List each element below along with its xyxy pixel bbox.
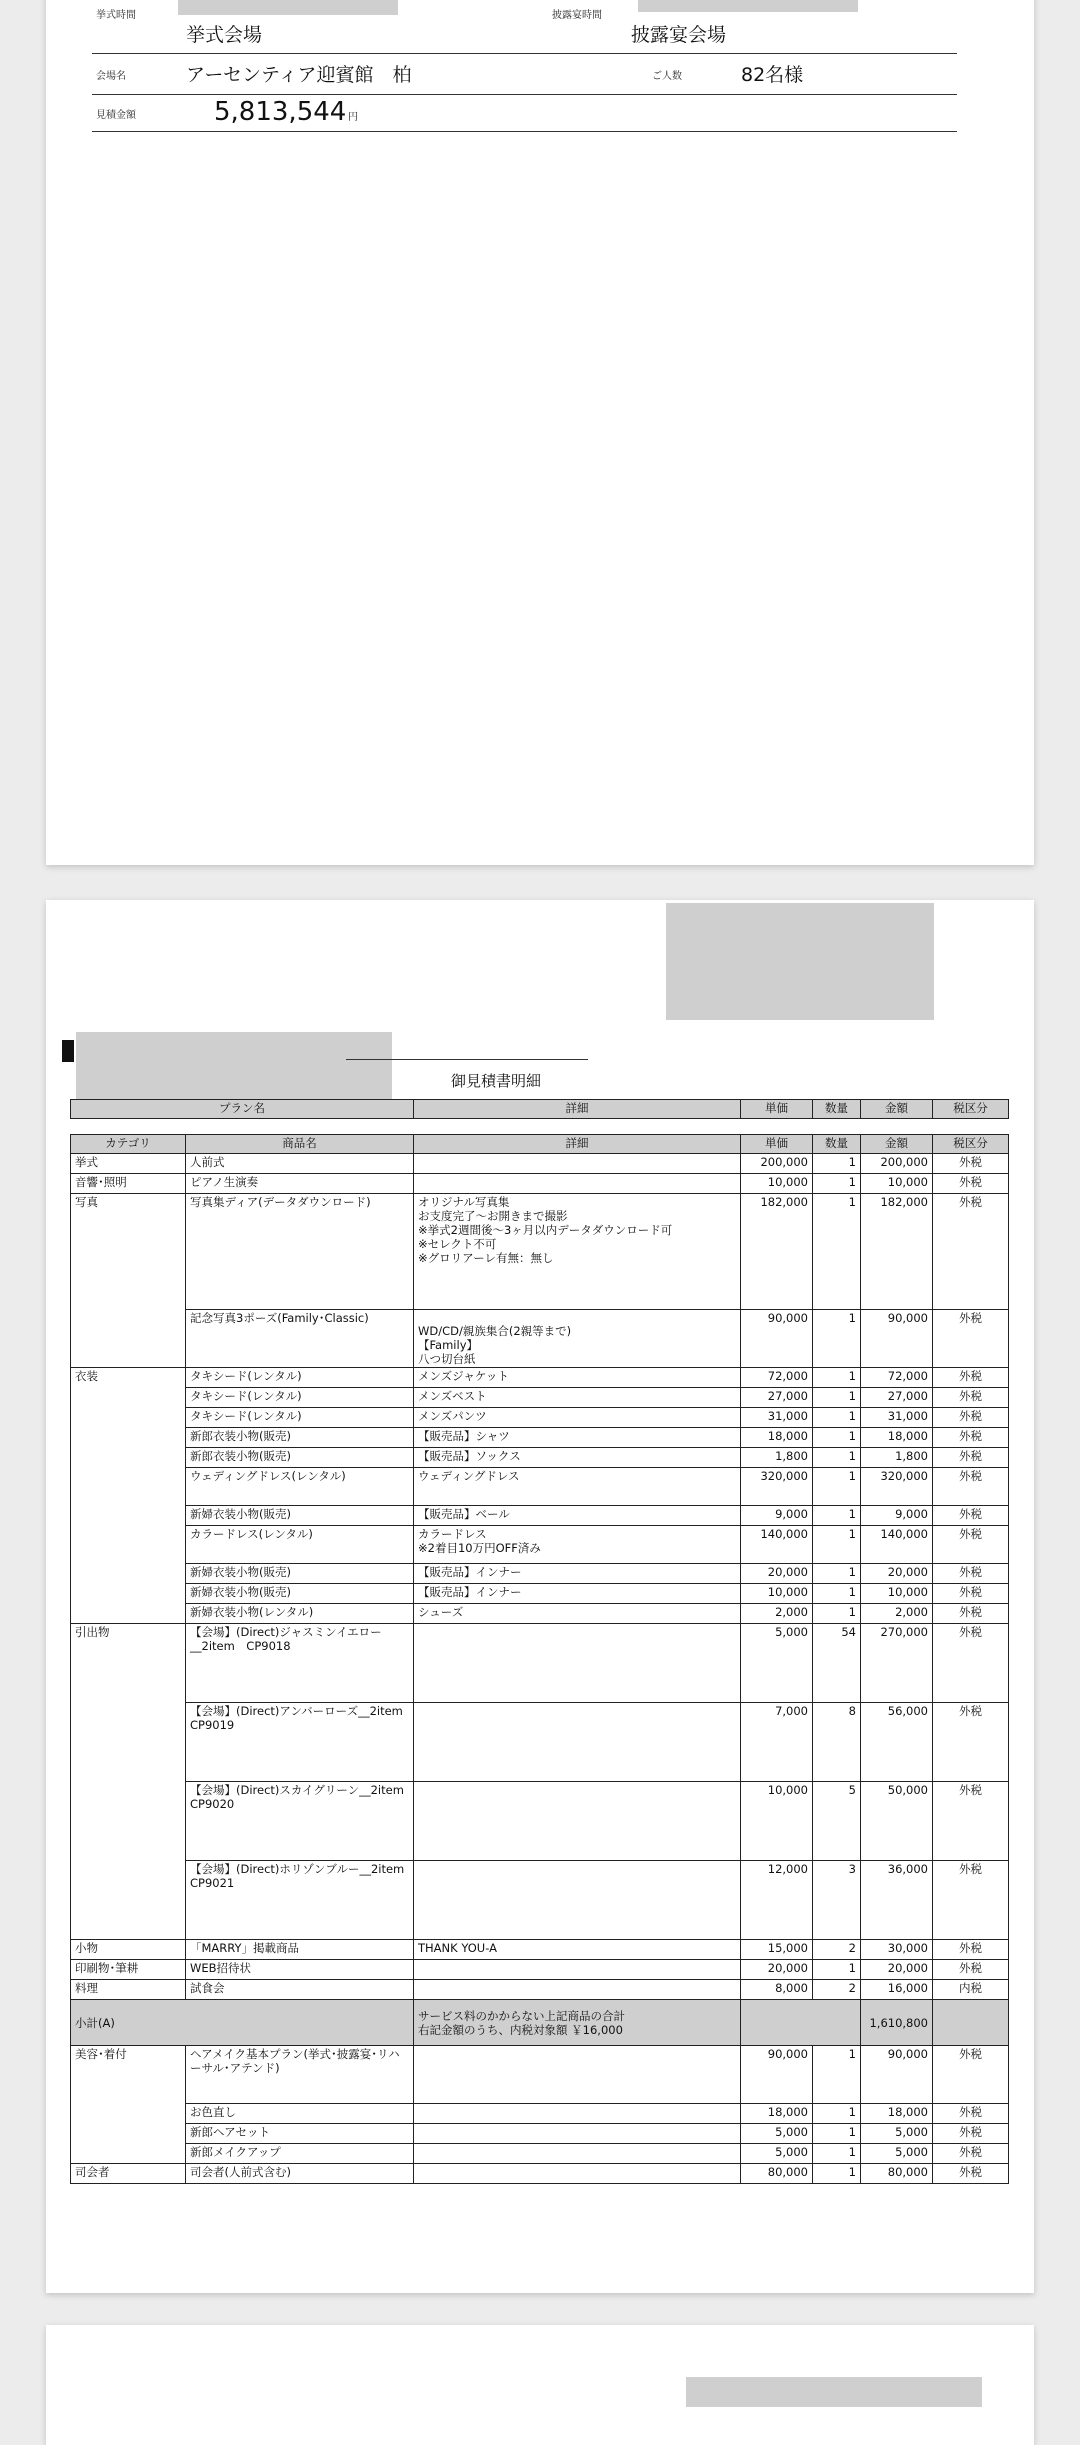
quantity-cell: 54 xyxy=(813,1624,861,1703)
category-cell: 印刷物･筆耕 xyxy=(71,1960,186,1980)
category-cell: 挙式 xyxy=(71,1154,186,1174)
detail-cell: 【販売品】シャツ xyxy=(414,1428,741,1448)
quantity-cell: 1 xyxy=(813,2104,861,2124)
tax-cell: 外税 xyxy=(933,2164,1009,2184)
quantity-cell: 1 xyxy=(813,1408,861,1428)
detail-cell xyxy=(414,1960,741,1980)
table-row xyxy=(71,1310,1009,1368)
detail-cell: ウェディングドレス xyxy=(414,1468,741,1506)
header-quantity: 数量 xyxy=(813,1135,861,1154)
subtotal-label: 小計(A) xyxy=(71,2000,414,2046)
item-cell: 【会場】(Direct)スカイグリーン__2item CP9020 xyxy=(186,1782,414,1861)
category-cell: 引出物 xyxy=(71,1624,186,1940)
table-row xyxy=(71,1960,1009,1980)
tax-cell: 外税 xyxy=(933,2144,1009,2164)
table-row xyxy=(71,1526,1009,1564)
unit-price-cell: 31,000 xyxy=(741,1408,813,1428)
quantity-cell: 1 xyxy=(813,2124,861,2144)
unit-price-cell: 5,000 xyxy=(741,2144,813,2164)
item-cell: カラードレス(レンタル) xyxy=(186,1526,414,1564)
item-cell: タキシード(レンタル) xyxy=(186,1388,414,1408)
amount-cell: 36,000 xyxy=(861,1861,933,1940)
tax-cell: 外税 xyxy=(933,1368,1009,1388)
tax-cell: 外税 xyxy=(933,1194,1009,1310)
amount-cell: 10,000 xyxy=(861,1584,933,1604)
quantity-cell: 1 xyxy=(813,1428,861,1448)
quantity-cell: 1 xyxy=(813,1194,861,1310)
amount-cell: 140,000 xyxy=(861,1526,933,1564)
quantity-cell: 1 xyxy=(813,1448,861,1468)
detail-table xyxy=(70,1134,1009,2184)
amount-cell: 16,000 xyxy=(861,1980,933,2000)
item-cell: 試食会 xyxy=(186,1980,414,2000)
tax-cell: 外税 xyxy=(933,1564,1009,1584)
item-cell: タキシード(レンタル) xyxy=(186,1368,414,1388)
ceremony-time-label: 挙式時間 xyxy=(96,10,136,21)
guests-value: 82名様 xyxy=(741,64,804,86)
detail-cell xyxy=(414,1861,741,1940)
tax-cell: 外税 xyxy=(933,1940,1009,1960)
item-cell: 新郎メイクアップ xyxy=(186,2144,414,2164)
detail-cell xyxy=(414,2104,741,2124)
unit-price-cell: 90,000 xyxy=(741,2046,813,2104)
quantity-cell: 2 xyxy=(813,1980,861,2000)
unit-price-cell: 5,000 xyxy=(741,2124,813,2144)
tax-cell: 外税 xyxy=(933,1526,1009,1564)
table-row xyxy=(71,1468,1009,1506)
unit-price-cell: 12,000 xyxy=(741,1861,813,1940)
venue-label: 会場名 xyxy=(96,71,126,82)
category-cell: 美容･着付 xyxy=(71,2046,186,2164)
item-cell: 記念写真3ポーズ(Family･Classic) xyxy=(186,1310,414,1368)
estimate-label: 見積金額 xyxy=(96,110,136,121)
unit-price-cell: 72,000 xyxy=(741,1368,813,1388)
unit-price-cell: 182,000 xyxy=(741,1194,813,1310)
quantity-cell: 1 xyxy=(813,1506,861,1526)
guests-label: ご人数 xyxy=(652,71,682,82)
item-cell: 新郎ヘアセット xyxy=(186,2124,414,2144)
tax-cell: 外税 xyxy=(933,1154,1009,1174)
unit-price-cell: 8,000 xyxy=(741,1980,813,2000)
table-row xyxy=(71,1564,1009,1584)
header-unit-price: 単価 xyxy=(741,1100,813,1119)
quantity-cell: 1 xyxy=(813,1526,861,1564)
header-tax: 税区分 xyxy=(933,1100,1009,1119)
tax-cell: 外税 xyxy=(933,1428,1009,1448)
category-cell: 音響･照明 xyxy=(71,1174,186,1194)
amount-cell: 5,000 xyxy=(861,2144,933,2164)
item-cell: タキシード(レンタル) xyxy=(186,1408,414,1428)
table-row xyxy=(71,1980,1009,2000)
table-row xyxy=(71,1428,1009,1448)
table-row xyxy=(71,2104,1009,2124)
quantity-cell: 1 xyxy=(813,2144,861,2164)
redacted-block xyxy=(638,0,858,12)
item-cell: 新婦衣装小物(販売) xyxy=(186,1564,414,1584)
tax-cell: 外税 xyxy=(933,1448,1009,1468)
unit-price-cell: 80,000 xyxy=(741,2164,813,2184)
table-row xyxy=(71,1604,1009,1624)
redacted-block xyxy=(76,1032,392,1104)
amount-cell: 10,000 xyxy=(861,1174,933,1194)
table-row xyxy=(71,1506,1009,1526)
quantity-cell: 5 xyxy=(813,1782,861,1861)
amount-cell: 320,000 xyxy=(861,1468,933,1506)
detail-cell xyxy=(414,1703,741,1782)
header-category: カテゴリ xyxy=(71,1135,186,1154)
category-cell: 司会者 xyxy=(71,2164,186,2184)
table-row xyxy=(71,2046,1009,2104)
tax-cell: 外税 xyxy=(933,1861,1009,1940)
detail-cell: 【販売品】インナー xyxy=(414,1564,741,1584)
header-tax: 税区分 xyxy=(933,1135,1009,1154)
table-row xyxy=(71,2164,1009,2184)
item-cell: 【会場】(Direct)ホリゾンブルー__2item CP9021 xyxy=(186,1861,414,1940)
unit-price-cell: 20,000 xyxy=(741,1564,813,1584)
tax-cell: 外税 xyxy=(933,2104,1009,2124)
category-cell: 小物 xyxy=(71,1940,186,1960)
amount-cell: 18,000 xyxy=(861,1428,933,1448)
tax-cell: 外税 xyxy=(933,1960,1009,1980)
redacted-block xyxy=(666,903,934,1020)
detail-cell: メンズベスト xyxy=(414,1388,741,1408)
table-row xyxy=(71,1624,1009,1703)
tax-cell: 外税 xyxy=(933,1408,1009,1428)
amount-cell: 200,000 xyxy=(861,1154,933,1174)
table-row xyxy=(71,1448,1009,1468)
detail-cell: THANK YOU-A xyxy=(414,1940,741,1960)
subtotal-row xyxy=(71,2000,1009,2046)
reception-time-label: 披露宴時間 xyxy=(552,10,602,21)
item-cell: ヘアメイク基本プラン(挙式･披露宴･リハーサル･アテンド) xyxy=(186,2046,414,2104)
unit-price-cell: 200,000 xyxy=(741,1154,813,1174)
category-cell: 料理 xyxy=(71,1980,186,2000)
item-cell: 人前式 xyxy=(186,1154,414,1174)
quantity-cell: 1 xyxy=(813,1174,861,1194)
item-cell: ウェディングドレス(レンタル) xyxy=(186,1468,414,1506)
quantity-cell: 1 xyxy=(813,1564,861,1584)
quantity-cell: 1 xyxy=(813,1468,861,1506)
table-row xyxy=(71,1940,1009,1960)
item-cell: WEB招待状 xyxy=(186,1960,414,1980)
category-cell: 写真 xyxy=(71,1194,186,1368)
divider xyxy=(92,53,957,54)
item-cell: 司会者(人前式含む) xyxy=(186,2164,414,2184)
unit-price-cell: 10,000 xyxy=(741,1174,813,1194)
amount-cell: 30,000 xyxy=(861,1940,933,1960)
amount-cell: 80,000 xyxy=(861,2164,933,2184)
detail-cell xyxy=(414,2144,741,2164)
item-cell: 新郎衣装小物(販売) xyxy=(186,1428,414,1448)
unit-price-cell: 18,000 xyxy=(741,1428,813,1448)
detail-cell: オリジナル写真集 お支度完了～お開きまで撮影 ※挙式2週間後～3ヶ月以内データダウンロード可 ※セレクト不可 ※グロリアーレ有無：無し xyxy=(414,1194,741,1310)
quantity-cell: 8 xyxy=(813,1703,861,1782)
quantity-cell: 1 xyxy=(813,1388,861,1408)
amount-cell: 2,000 xyxy=(861,1604,933,1624)
table-row xyxy=(71,1584,1009,1604)
header-amount: 金額 xyxy=(861,1100,933,1119)
item-cell: 新婦衣装小物(レンタル) xyxy=(186,1604,414,1624)
item-cell: ピアノ生演奏 xyxy=(186,1174,414,1194)
header-detail: 詳細 xyxy=(414,1135,741,1154)
detail-cell: WD/CD/親族集合(2親等まで) 【Family】 八つ切台紙 xyxy=(414,1310,741,1368)
quantity-cell: 1 xyxy=(813,1368,861,1388)
item-cell: 「MARRY」掲載商品 xyxy=(186,1940,414,1960)
unit-price-cell: 9,000 xyxy=(741,1506,813,1526)
unit-price-cell: 20,000 xyxy=(741,1960,813,1980)
tax-cell: 外税 xyxy=(933,1506,1009,1526)
header-detail: 詳細 xyxy=(414,1100,741,1119)
tax-cell: 外税 xyxy=(933,1584,1009,1604)
table-row xyxy=(71,1368,1009,1388)
table-row xyxy=(71,1388,1009,1408)
table-row xyxy=(71,1154,1009,1174)
table-row xyxy=(71,2124,1009,2144)
logo-fragment xyxy=(62,1040,74,1062)
ceremony-venue: 挙式会場 xyxy=(186,24,263,46)
item-cell: 新婦衣装小物(販売) xyxy=(186,1584,414,1604)
divider xyxy=(92,131,957,132)
detail-cell: 【販売品】インナー xyxy=(414,1584,741,1604)
tax-cell: 外税 xyxy=(933,1468,1009,1506)
amount-cell: 56,000 xyxy=(861,1703,933,1782)
detail-cell: シューズ xyxy=(414,1604,741,1624)
subtotal-amount: 1,610,800 xyxy=(861,2000,933,2046)
amount-cell: 18,000 xyxy=(861,2104,933,2124)
document-page-3 xyxy=(46,2325,1034,2445)
quantity-cell: 1 xyxy=(813,1584,861,1604)
unit-price-cell: 2,000 xyxy=(741,1604,813,1624)
quantity-cell: 1 xyxy=(813,1310,861,1368)
header-item: 商品名 xyxy=(186,1135,414,1154)
header-amount: 金額 xyxy=(861,1135,933,1154)
quantity-cell: 1 xyxy=(813,2046,861,2104)
unit-price-cell: 90,000 xyxy=(741,1310,813,1368)
unit-price-cell: 5,000 xyxy=(741,1624,813,1703)
amount-cell: 270,000 xyxy=(861,1624,933,1703)
item-cell: 【会場】(Direct)アンバーローズ__2item CP9019 xyxy=(186,1703,414,1782)
amount-cell: 182,000 xyxy=(861,1194,933,1310)
title-rule xyxy=(346,1059,588,1060)
tax-cell: 外税 xyxy=(933,1703,1009,1782)
estimate-unit: 円 xyxy=(348,112,358,123)
detail-cell xyxy=(414,1624,741,1703)
amount-cell: 1,800 xyxy=(861,1448,933,1468)
amount-cell: 20,000 xyxy=(861,1960,933,1980)
quantity-cell: 1 xyxy=(813,2164,861,2184)
subtotal-detail: サービス料のかからない上記商品の合計 右記金額のうち、内税対象額 ￥16,000 xyxy=(414,2000,741,2046)
unit-price-cell: 10,000 xyxy=(741,1584,813,1604)
quantity-cell: 3 xyxy=(813,1861,861,1940)
amount-cell: 27,000 xyxy=(861,1388,933,1408)
item-cell: お色直し xyxy=(186,2104,414,2124)
amount-cell: 72,000 xyxy=(861,1368,933,1388)
unit-price-cell: 27,000 xyxy=(741,1388,813,1408)
table-row xyxy=(71,1194,1009,1310)
tax-cell: 外税 xyxy=(933,2124,1009,2144)
item-cell: 【会場】(Direct)ジャスミンイエロー__2item CP9018 xyxy=(186,1624,414,1703)
tax-cell: 外税 xyxy=(933,1782,1009,1861)
unit-price-cell: 18,000 xyxy=(741,2104,813,2124)
plan-table xyxy=(70,1099,1009,1119)
tax-cell: 外税 xyxy=(933,1624,1009,1703)
quantity-cell: 2 xyxy=(813,1940,861,1960)
unit-price-cell: 1,800 xyxy=(741,1448,813,1468)
detail-cell: 【販売品】ベール xyxy=(414,1506,741,1526)
header-quantity: 数量 xyxy=(813,1100,861,1119)
quantity-cell: 1 xyxy=(813,1154,861,1174)
detail-cell xyxy=(414,2164,741,2184)
detail-cell xyxy=(414,2124,741,2144)
detail-cell: メンズパンツ xyxy=(414,1408,741,1428)
detail-cell xyxy=(414,1980,741,2000)
tax-cell: 外税 xyxy=(933,1310,1009,1368)
venue-name: アーセンティア迎賓館 柏 xyxy=(186,64,412,86)
header-unit-price: 単価 xyxy=(741,1135,813,1154)
divider xyxy=(92,94,957,95)
estimate-title: 御見積書明細 xyxy=(451,1072,542,1090)
quantity-cell: 1 xyxy=(813,1960,861,1980)
estimate-amount: 5,813,544 xyxy=(214,97,347,127)
category-cell: 衣装 xyxy=(71,1368,186,1624)
detail-cell: メンズジャケット xyxy=(414,1368,741,1388)
item-cell: 写真集ディア(データダウンロード) xyxy=(186,1194,414,1310)
unit-price-cell: 7,000 xyxy=(741,1703,813,1782)
table-row xyxy=(71,1782,1009,1861)
unit-price-cell: 10,000 xyxy=(741,1782,813,1861)
detail-cell xyxy=(414,1154,741,1174)
detail-cell: 【販売品】ソックス xyxy=(414,1448,741,1468)
tax-cell: 外税 xyxy=(933,1174,1009,1194)
detail-cell xyxy=(414,1174,741,1194)
tax-cell: 外税 xyxy=(933,2046,1009,2104)
amount-cell: 5,000 xyxy=(861,2124,933,2144)
table-row xyxy=(71,1408,1009,1428)
reception-venue: 披露宴会場 xyxy=(631,24,727,46)
header-plan-name: プラン名 xyxy=(71,1100,414,1119)
item-cell: 新郎衣装小物(販売) xyxy=(186,1448,414,1468)
item-cell: 新婦衣装小物(販売) xyxy=(186,1506,414,1526)
table-row xyxy=(71,1174,1009,1194)
amount-cell: 90,000 xyxy=(861,1310,933,1368)
unit-price-cell: 15,000 xyxy=(741,1940,813,1960)
tax-cell: 内税 xyxy=(933,1980,1009,2000)
amount-cell: 31,000 xyxy=(861,1408,933,1428)
tax-cell: 外税 xyxy=(933,1388,1009,1408)
amount-cell: 50,000 xyxy=(861,1782,933,1861)
document-page-2 xyxy=(46,900,1034,2293)
redacted-block xyxy=(178,0,398,15)
amount-cell: 9,000 xyxy=(861,1506,933,1526)
document-page-1 xyxy=(46,0,1034,865)
redacted-block xyxy=(686,2377,982,2407)
amount-cell: 20,000 xyxy=(861,1564,933,1584)
detail-cell xyxy=(414,1782,741,1861)
table-row xyxy=(71,1703,1009,1782)
detail-cell: カラードレス ※2着目10万円OFF済み xyxy=(414,1526,741,1564)
table-row xyxy=(71,2144,1009,2164)
table-row xyxy=(71,1861,1009,1940)
unit-price-cell: 140,000 xyxy=(741,1526,813,1564)
detail-cell xyxy=(414,2046,741,2104)
amount-cell: 90,000 xyxy=(861,2046,933,2104)
unit-price-cell: 320,000 xyxy=(741,1468,813,1506)
tax-cell: 外税 xyxy=(933,1604,1009,1624)
quantity-cell: 1 xyxy=(813,1604,861,1624)
